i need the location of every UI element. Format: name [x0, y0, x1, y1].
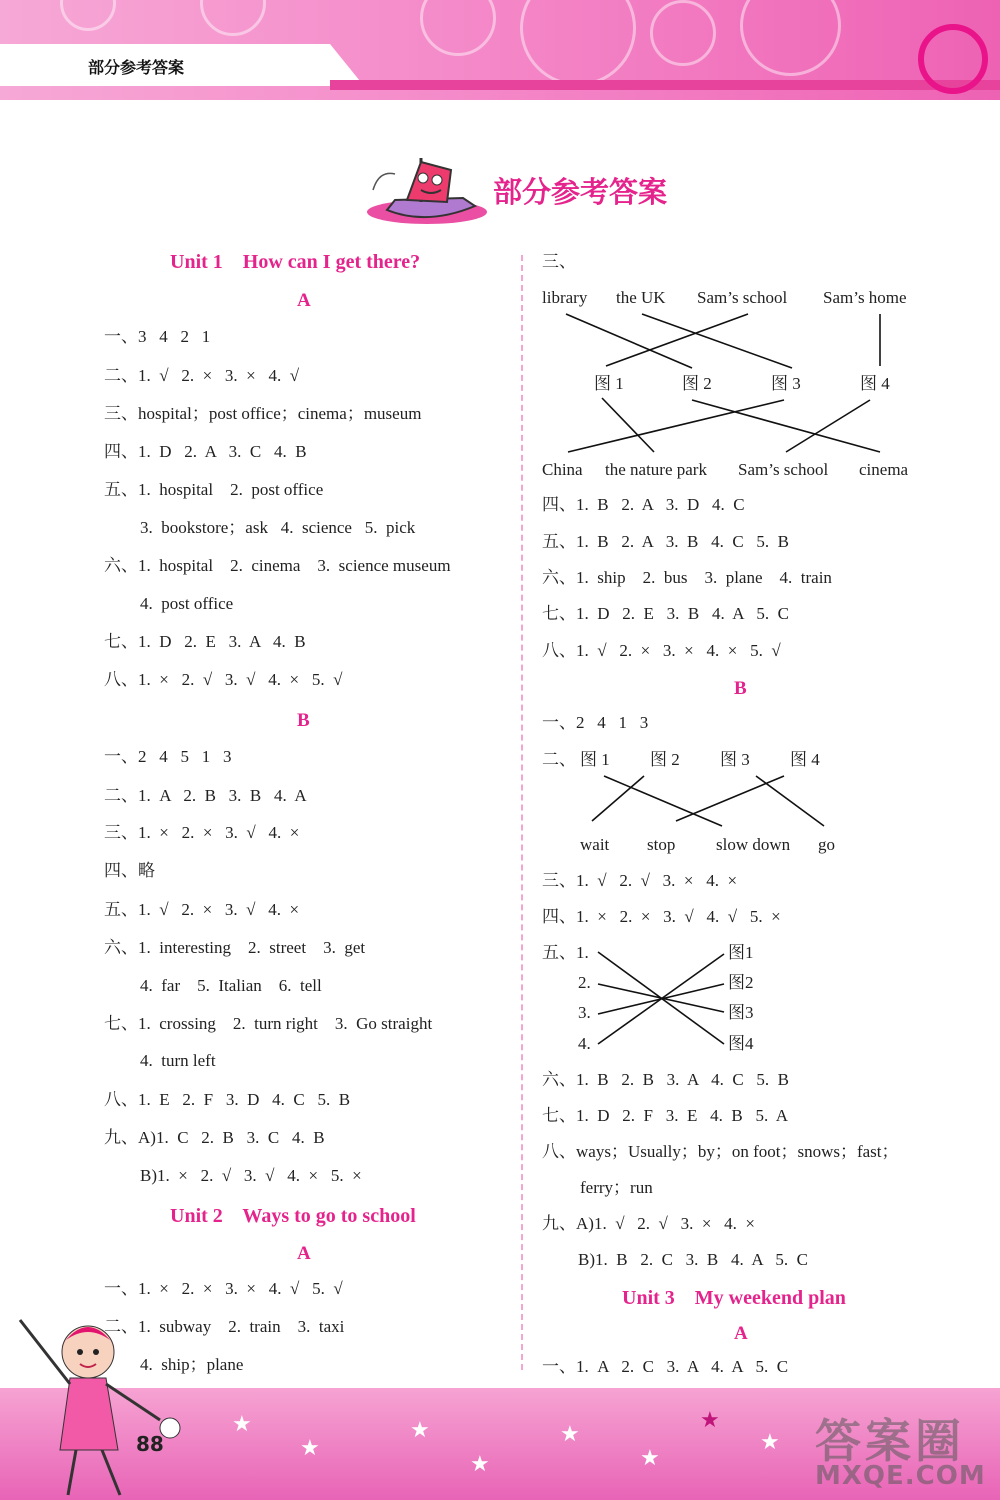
- answer-line: 七、1. D 2. F 3. E 4. B 5. A: [542, 1106, 789, 1125]
- answer-line: 八、ways；Usually；by；on foot；snows；fast；: [542, 1142, 899, 1161]
- match-line: [692, 400, 880, 452]
- match-line: [756, 776, 824, 826]
- answer-line: 六、1. B 2. B 3. A 4. C 5. B: [542, 1070, 790, 1089]
- match-figure-label: 图 2: [682, 374, 712, 393]
- answer-line: 七、1. crossing 2. turn right 3. Go straight: [104, 1014, 433, 1033]
- page-number: 88: [136, 1432, 164, 1456]
- answer-line: 4. post office: [140, 594, 234, 613]
- star-icon: ★: [232, 1412, 252, 1437]
- match-number: 五、1.: [542, 943, 589, 962]
- answer-line: 八、1. × 2. √ 3. √ 4. × 5. √: [104, 670, 343, 689]
- watermark-url: MXQE.COM: [815, 1461, 986, 1491]
- match-bottom-word: Sam’s school: [738, 460, 829, 479]
- match-number: 2.: [578, 973, 591, 992]
- answer-line: 六、1. hospital 2. cinema 3. science museum: [104, 556, 451, 575]
- section-a-heading: A: [297, 290, 311, 311]
- match-figure-label: 图 4: [790, 750, 820, 769]
- answer-line: 七、1. D 2. E 3. B 4. A 5. C: [542, 604, 789, 623]
- match-bottom-word: go: [818, 835, 835, 854]
- answer-line: 九、A)1. √ 2. √ 3. × 4. ×: [542, 1214, 756, 1233]
- section-b-heading: B: [734, 678, 747, 699]
- answer-line: 三、1. √ 2. √ 3. × 4. ×: [542, 871, 738, 890]
- match-number: 3.: [578, 1003, 591, 1022]
- match-bottom-word: slow down: [716, 835, 791, 854]
- answer-line: 一、3 4 2 1: [104, 327, 211, 346]
- answer-line: 五、1. B 2. A 3. B 4. C 5. B: [542, 532, 790, 551]
- answer-line: 五、1. hospital 2. post office: [104, 480, 324, 499]
- match-line: [642, 314, 792, 368]
- match-top-word: Sam’s school: [697, 288, 788, 307]
- match-figure-label: 图 4: [860, 374, 890, 393]
- match-bottom-word: the nature park: [605, 460, 707, 479]
- match-line: [568, 400, 784, 452]
- match-figure-label: 图 1: [580, 750, 610, 769]
- star-icon: ★: [700, 1408, 720, 1433]
- match-figure-label: 图 2: [650, 750, 680, 769]
- watermark-text: 答案圈: [815, 1414, 965, 1468]
- match-line: [786, 400, 870, 452]
- star-icon: ★: [300, 1436, 320, 1461]
- answer-line: 三、1. × 2. × 3. √ 4. ×: [104, 823, 300, 842]
- answer-line: 二、1. √ 2. × 3. × 4. √: [104, 366, 300, 385]
- question-number: 二、: [542, 750, 576, 769]
- unit-2-title: Unit 2 Ways to go to school: [170, 1205, 416, 1227]
- section-a-heading: A: [297, 1243, 311, 1264]
- match-figure-label: 图 1: [594, 374, 624, 393]
- match-figure-label: 图2: [728, 973, 754, 992]
- answer-line: 一、1. A 2. C 3. A 4. A 5. C: [542, 1357, 789, 1376]
- girl-mascot-icon: [10, 1300, 210, 1500]
- star-icon: ★: [470, 1452, 490, 1477]
- star-icon: ★: [560, 1422, 580, 1447]
- watermark: [815, 1405, 986, 1491]
- answer-line: 六、1. ship 2. bus 3. plane 4. train: [542, 568, 832, 587]
- section-a-heading: A: [734, 1323, 748, 1344]
- match-figure-label: 图 3: [720, 750, 750, 769]
- answer-line: 一、2 4 1 3: [542, 713, 649, 732]
- star-icon: ★: [760, 1430, 780, 1455]
- match-line: [604, 776, 722, 826]
- answer-line: 五、1. √ 2. × 3. √ 4. ×: [104, 900, 300, 919]
- match-bottom-word: China: [542, 460, 583, 479]
- answer-line: 3. bookstore；ask 4. science 5. pick: [140, 518, 416, 537]
- answer-line: 4. ship；plane: [140, 1355, 244, 1374]
- answer-line: 九、A)1. C 2. B 3. C 4. B: [104, 1128, 325, 1147]
- unit-1-title: Unit 1 How can I get there?: [170, 251, 421, 273]
- answer-line: B)1. B 2. C 3. B 4. A 5. C: [578, 1250, 809, 1269]
- match-bottom-word: wait: [580, 835, 610, 854]
- answer-line: 四、1. × 2. × 3. √ 4. √ 5. ×: [542, 907, 781, 926]
- match-line: [676, 776, 784, 821]
- match-top-word: the UK: [616, 288, 666, 307]
- match-top-word: Sam’s home: [823, 288, 907, 307]
- answer-line: 二、1. subway 2. train 3. taxi: [104, 1317, 345, 1336]
- star-icon: ★: [410, 1418, 430, 1443]
- match-line: [602, 398, 654, 452]
- answer-line: 一、2 4 5 1 3: [104, 747, 232, 766]
- answer-line: 4. far 5. Italian 6. tell: [140, 976, 322, 995]
- match-bottom-word: stop: [647, 835, 676, 854]
- section-b-heading: B: [297, 710, 310, 731]
- answer-line: 八、1. E 2. F 3. D 4. C 5. B: [104, 1090, 351, 1109]
- answer-line: B)1. × 2. √ 3. √ 4. × 5. ×: [140, 1166, 362, 1185]
- star-icon: ★: [640, 1446, 660, 1471]
- answer-line: 一、1. × 2. × 3. × 4. √ 5. √: [104, 1279, 343, 1298]
- answer-line: ferry；run: [580, 1178, 653, 1197]
- match-bottom-word: cinema: [859, 460, 909, 479]
- page-title: 部分参考答案: [493, 175, 668, 209]
- answer-line: 四、1. D 2. A 3. C 4. B: [104, 442, 307, 461]
- answer-line: 七、1. D 2. E 3. A 4. B: [104, 632, 306, 651]
- match-number: 4.: [578, 1034, 591, 1053]
- answer-line: 四、略: [104, 861, 155, 880]
- answer-line: 4. turn left: [140, 1051, 216, 1070]
- match-top-word: library: [542, 288, 588, 307]
- answer-line: 四、1. B 2. A 3. D 4. C: [542, 495, 745, 514]
- match-figure-label: 图3: [728, 1003, 754, 1022]
- answer-line: 六、1. interesting 2. street 3. get: [104, 938, 366, 957]
- match-figure-label: 图4: [728, 1034, 754, 1053]
- header-label: 部分参考答案: [88, 58, 185, 77]
- match-figure-label: 图 3: [771, 374, 801, 393]
- question-number: 三、: [542, 252, 576, 271]
- answer-line: 二、1. A 2. B 3. B 4. A: [104, 786, 307, 805]
- answer-line: 八、1. √ 2. × 3. × 4. × 5. √: [542, 641, 781, 660]
- match-figure-label: 图1: [728, 943, 754, 962]
- answer-line: 三、hospital；post office；cinema；museum: [104, 404, 422, 423]
- unit-3-title: Unit 3 My weekend plan: [622, 1287, 846, 1309]
